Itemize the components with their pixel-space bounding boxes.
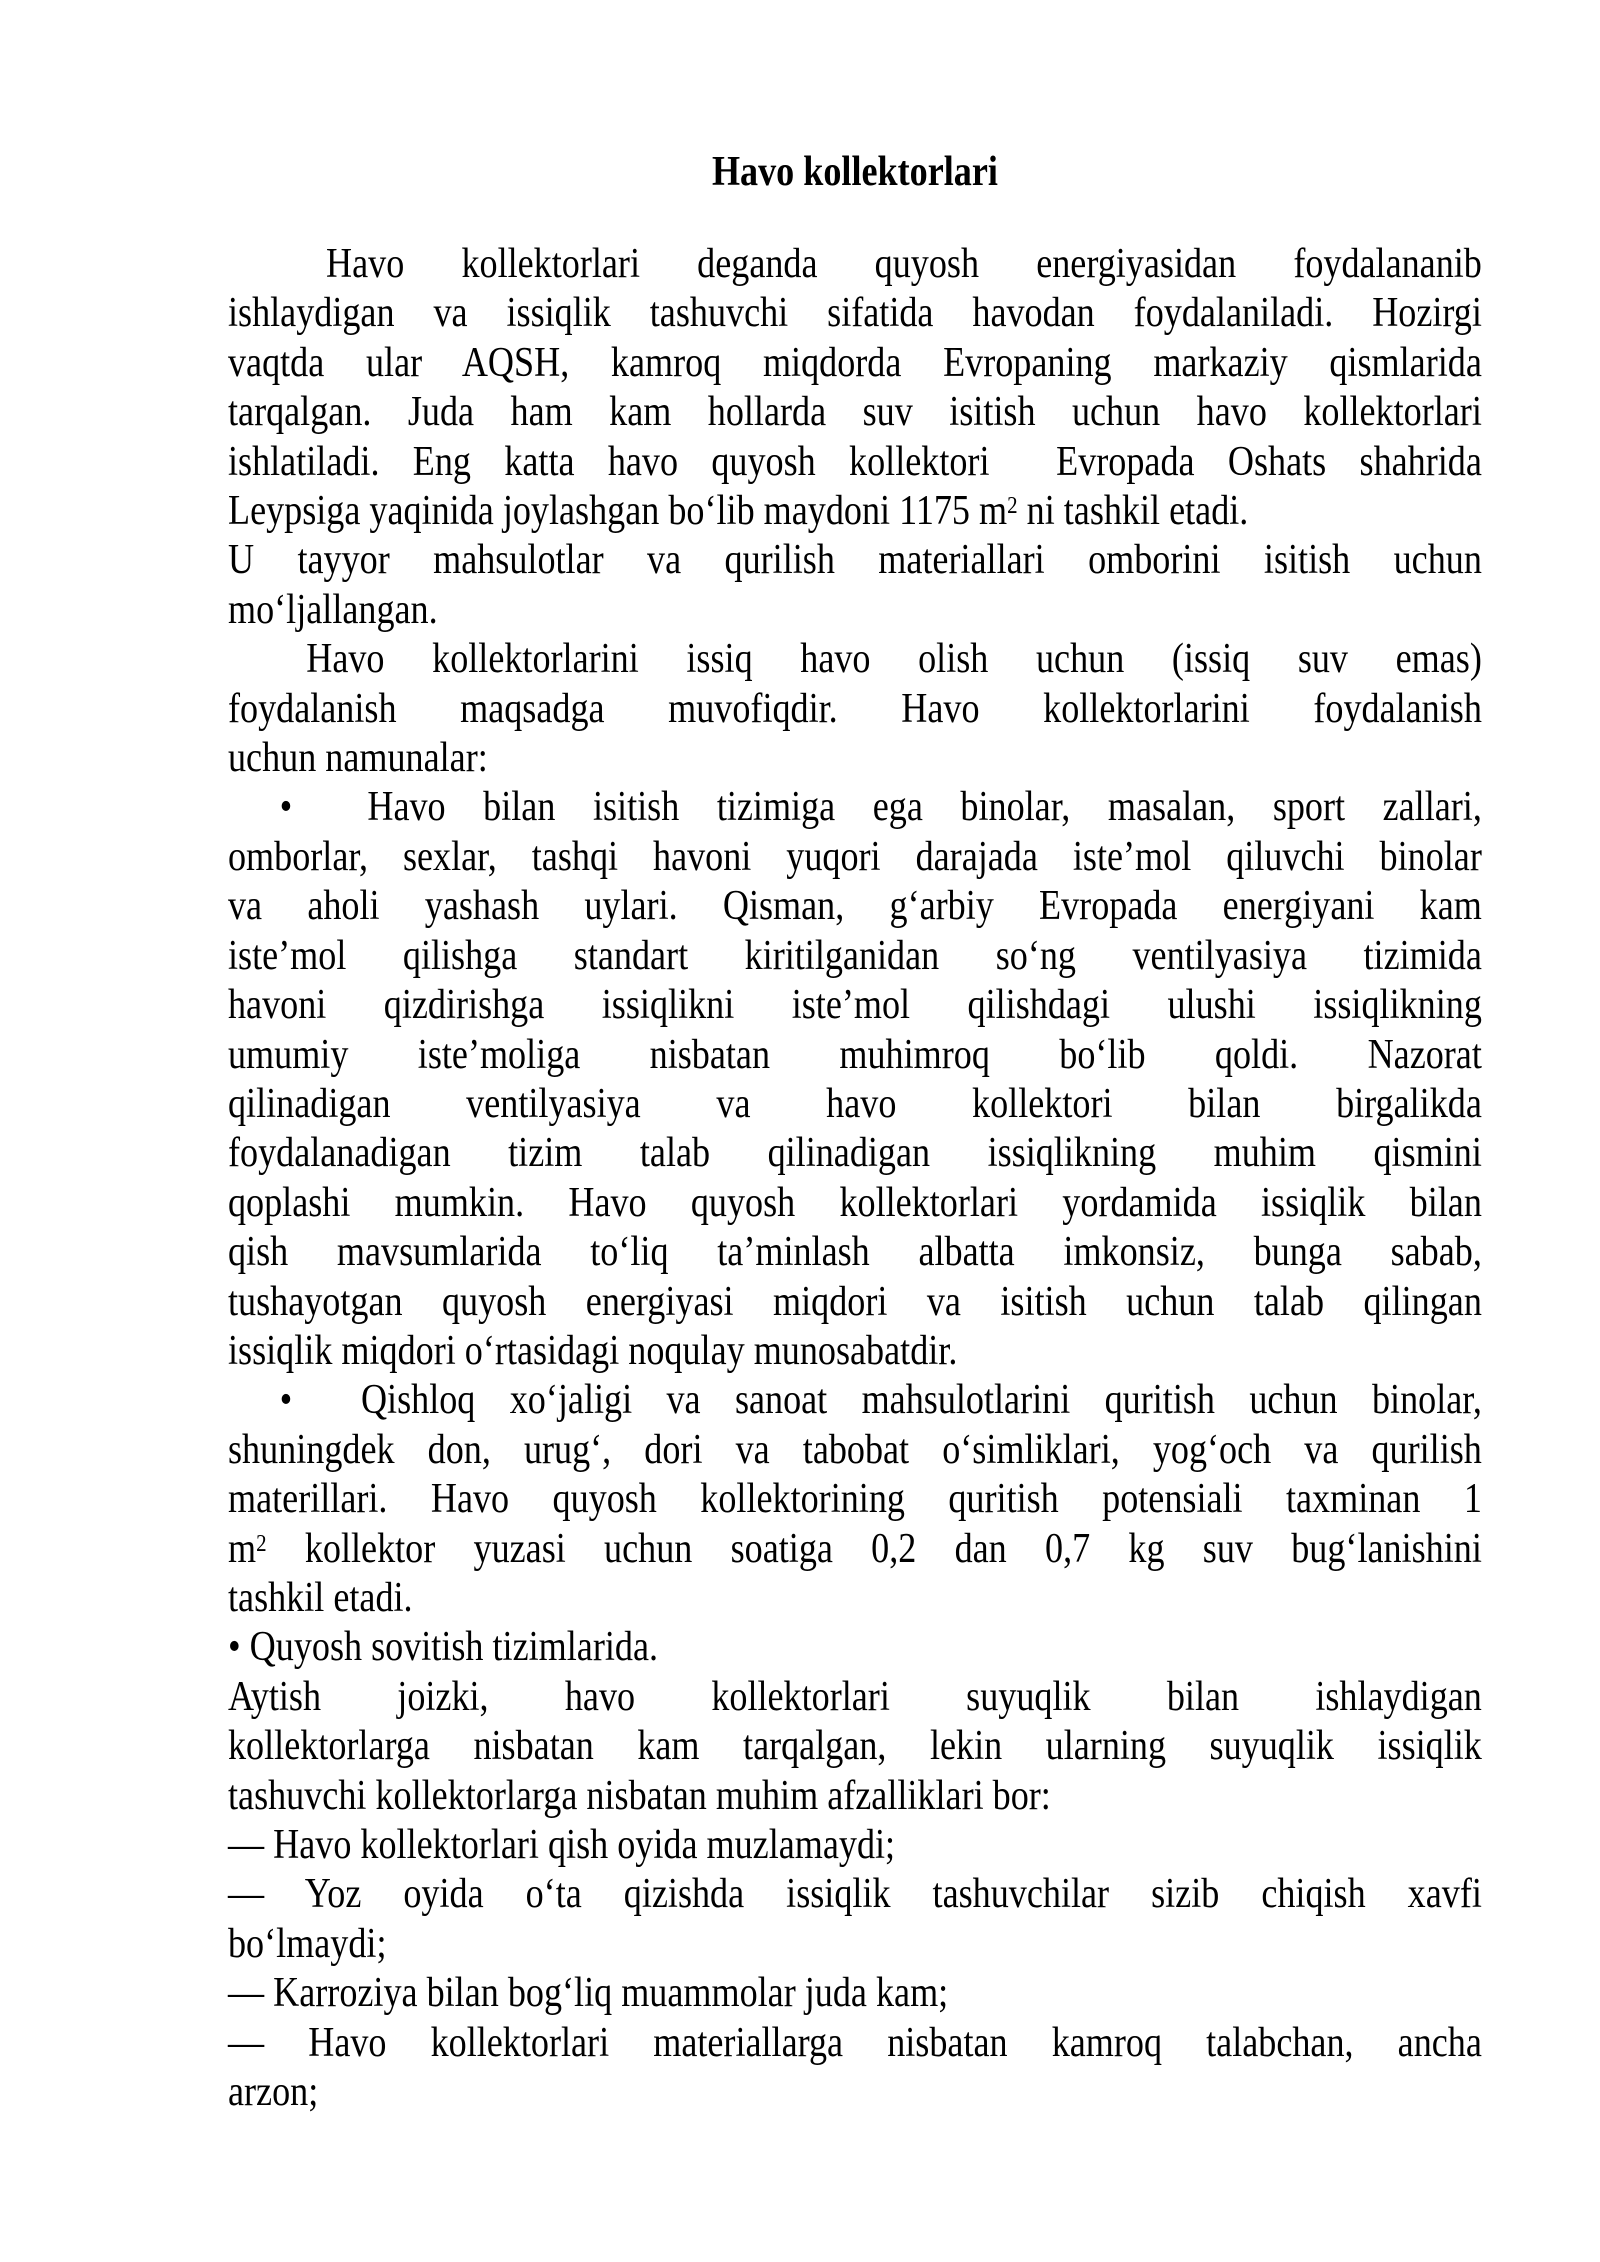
document-title: Havo kollektorlari	[711, 149, 998, 195]
text-line: umumiy iste’moliga nisbatan muhimroq boʻlib qoldi. Nazorat	[228, 1031, 1482, 1078]
text-line: Havo kollektorlari deganda quyosh energiyasidan foydalananib	[326, 241, 1482, 287]
text-line: ishlatiladi. Eng katta havo quyosh kollektori Evropada Oshats shahrida	[228, 438, 1482, 485]
bullet-line: • Havo bilan isitish tizimiga ega binolar, masalan, sport zallari,	[279, 784, 1482, 831]
text-segment: kollektor yuzasi uchun soatiga 0,2 dan 0,7 kg suv bugʻlanishini	[266, 1525, 1482, 1572]
text-line-with-superscript	[228, 1525, 1482, 1574]
text-line: havoni qizdirishga issiqlikni iste’mol qilishdagi ulushi issiqlikning	[228, 982, 1482, 1029]
text-segment: ni tashkil etadi.	[1017, 488, 1249, 535]
text-line: ishlaydigan va issiqlik tashuvchi sifatida havodan foydalaniladi. Hozirgi	[228, 290, 1482, 337]
text-line: uchun namunalar:	[228, 735, 488, 782]
text-line: omborlar, sexlar, tashqi havoni yuqori darajada iste’mol qiluvchi binolar	[228, 833, 1482, 880]
dash-list-line: — Karroziya bilan bogʻliq muammolar juda kam;	[228, 1970, 949, 2017]
text-segment: Leypsiga yaqinida joylashgan boʻlib maydoni 1175 m	[228, 488, 1008, 535]
text-line: foydalanadigan tizim talab qilinadigan issiqlikning muhim qismini	[228, 1130, 1482, 1177]
text-line: tushayotgan quyosh energiyasi miqdori va isitish uchun talab qilingan	[228, 1278, 1482, 1325]
document-text-block	[228, 148, 1482, 2117]
text-line: boʻlmaydi;	[228, 1920, 387, 1967]
bullet-line: • Quyosh sovitish tizimlarida.	[228, 1624, 659, 1671]
text-line: va aholi yashash uylari. Qisman, gʻarbiy Evropada energiyani kam	[228, 883, 1482, 930]
text-line: shuningdek don, urugʻ, dori va tabobat oʻsimliklari, yogʻoch va qurilish	[228, 1426, 1482, 1473]
superscript: 2	[256, 1529, 267, 1557]
text-line: tarqalgan. Juda ham kam hollarda suv isitish uchun havo kollektorlari	[228, 389, 1482, 436]
text-line: qish mavsumlarida toʻliq ta’minlash albatta imkonsiz, bunga sabab,	[228, 1229, 1482, 1276]
dash-list-line: — Havo kollektorlari materiallarga nisbatan kamroq talabchan, ancha	[228, 2019, 1482, 2066]
text-line: qilinadigan ventilyasiya va havo kollektori bilan birgalikda	[228, 1080, 1482, 1127]
text-line: kollektorlarga nisbatan kam tarqalgan, lekin ularning suyuqlik issiqlik	[228, 1723, 1482, 1770]
text-line: arzon;	[228, 2069, 319, 2116]
dash-list-line: — Havo kollektorlari qish oyida muzlamaydi;	[228, 1822, 896, 1868]
text-line: iste’mol qilishga standart kiritilganidan soʻng ventilyasiya tizimida	[228, 932, 1482, 979]
dash-list-line: — Yoz oyida oʻta qizishda issiqlik tashuvchilar sizib chiqish xavfi	[228, 1871, 1482, 1918]
text-line: Aytish joizki, havo kollektorlari suyuqlik bilan ishlaydigan	[228, 1673, 1482, 1720]
text-line: U tayyor mahsulotlar va qurilish materiallari omborini isitish uchun	[228, 537, 1482, 584]
bullet-line: • Qishloq xoʻjaligi va sanoat mahsulotlarini quritish uchun binolar,	[279, 1377, 1482, 1424]
text-line: materillari. Havo quyosh kollektorining quritish potensiali taxminan 1	[228, 1476, 1482, 1523]
text-line: vaqtda ular AQSH, kamroq miqdorda Evropaning markaziy qismlarida	[228, 339, 1482, 386]
text-line: issiqlik miqdori oʻrtasidagi noqulay munosabatdir.	[228, 1327, 958, 1374]
text-line: foydalanish maqsadga muvofiqdir. Havo kollektorlarini foydalanish	[228, 685, 1482, 732]
text-line: tashkil etadi.	[228, 1574, 413, 1621]
text-line: tashuvchi kollektorlarga nisbatan muhim afzalliklari bor:	[228, 1772, 1051, 1819]
text-segment: m	[228, 1525, 257, 1572]
text-line-with-superscript	[228, 487, 1482, 536]
text-line: qoplashi mumkin. Havo quyosh kollektorlari yordamida issiqlik bilan	[228, 1179, 1482, 1226]
text-line: moʻljallangan.	[228, 586, 438, 633]
superscript: 2	[1007, 492, 1018, 520]
text-line: Havo kollektorlarini issiq havo olish uchun (issiq suv emas)	[306, 636, 1482, 683]
